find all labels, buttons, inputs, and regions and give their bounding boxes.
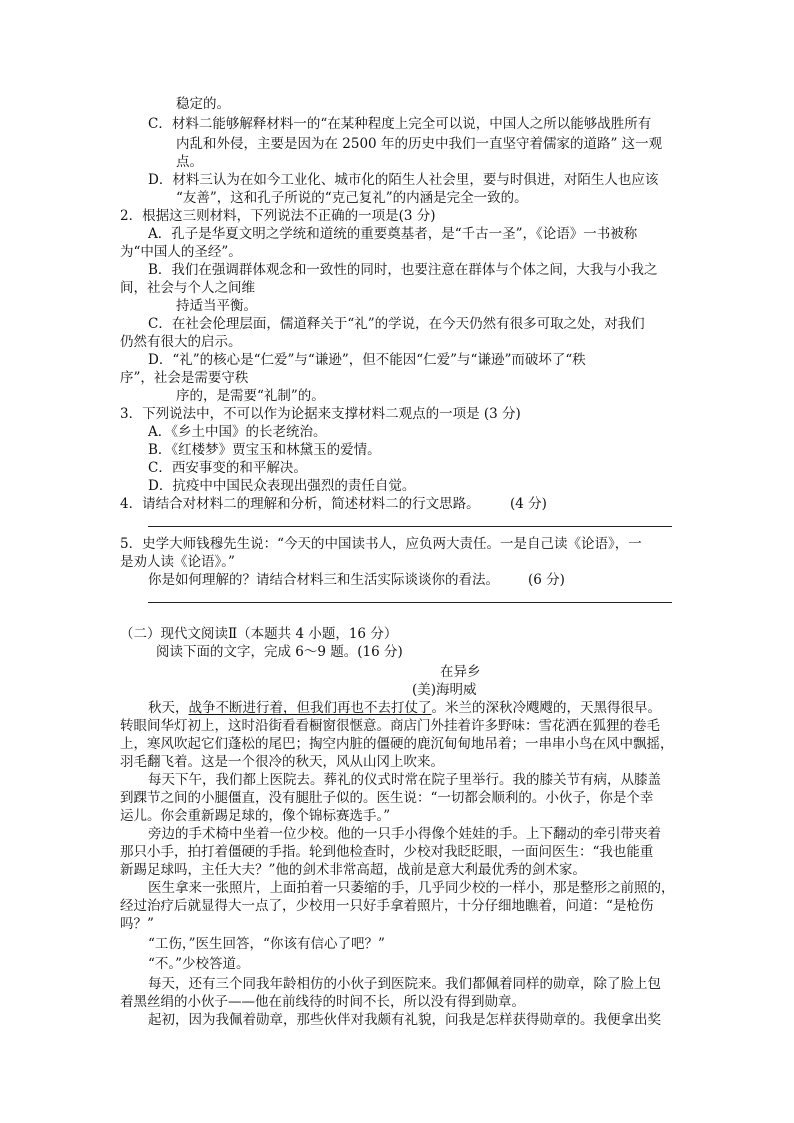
story-p3-line2: 那只小手，拍打着僵硬的手指。轮到他检查时，少校对我眨眨眼，一面问医生：“我也能重 bbox=[120, 844, 654, 860]
story-p3-line1: 旁边的手术椅中坐着一位少校。他的一只手小得像个娃娃的手。上下翻动的牵引带夹着 bbox=[148, 826, 661, 842]
q1-option-b-end: 稳定的。 bbox=[176, 96, 230, 112]
story-p2-line2: 到踝节之间的小腿僵直，没有腿肚子似的。医生说：“一切都会顺利的。小伙子，你是个幸 bbox=[120, 790, 654, 806]
story-p3-line3: 新踢足球吗，主任大夫？”他的剑术非常高超，战前是意大利最优秀的剑术家。 bbox=[120, 862, 586, 878]
section2-instruction: 阅读下面的文字，完成 6～9 题。(16 分) bbox=[156, 644, 403, 660]
story-p1-line1: 秋天，战争不断进行着，但我们再也不去打仗了。米兰的深秋冷飕飕的，天黑得很早。 bbox=[148, 700, 661, 716]
q4-stem: 4．请结合对材料二的理解和分析，简述材料二的行文思路。 bbox=[120, 496, 480, 512]
story-p1-line2: 转眼间华灯初上，这时沿街看看橱窗很惬意。商店门外挂着许多野味：雪花洒在狐狸的卷毛 bbox=[120, 718, 660, 734]
q2-option-b-line2: 间，社会与个人之间维 bbox=[120, 280, 255, 296]
q2-option-b-line1: B．我们在强调群体观念和一致性的同时，也要注意在群体与个体之间，大我与小我之 bbox=[148, 262, 658, 278]
q5-score: (6 分) bbox=[528, 572, 565, 588]
q3-option-c: C．西安事变的和平解决。 bbox=[148, 460, 307, 476]
q3-option-a: A．《乡土中国》的长老统治。 bbox=[148, 424, 327, 440]
q2-option-d-line2: 序”，社会是需要守秩 bbox=[120, 370, 249, 386]
q5-answer-line[interactable] bbox=[148, 602, 672, 603]
story-p5: “工伤，”医生回答，“你该有信心了吧？” bbox=[148, 936, 385, 952]
q2-option-d-line3: 序的，是需要“礼制”的。 bbox=[176, 388, 325, 404]
q2-option-d-line1: D．“礼”的核心是“仁爱”与“谦逊”，但不能因“仁爱”与“谦逊”而破坏了“秩 bbox=[148, 352, 586, 368]
story-p7-line2: 着黑丝绢的小伙子——他在前线待的时间不长，所以没有得到勋章。 bbox=[120, 994, 525, 1010]
story-p4-line1: 医生拿来一张照片，上面拍着一只萎缩的手，几乎同少校的一样小，那是整形之前照的， bbox=[148, 880, 675, 896]
story-p8-line1: 起初，因为我佩着勋章，那些伙伴对我颇有礼貌，问我是怎样获得勋章的。我便拿出奖 bbox=[148, 1012, 661, 1028]
q2-option-c-line2: 仍然有很大的启示。 bbox=[120, 334, 242, 350]
story-author: (美)海明威 bbox=[412, 682, 477, 698]
q4-score: (4 分) bbox=[510, 496, 547, 512]
q1-option-c-line3: 点。 bbox=[176, 154, 203, 170]
q5-line1: 5．史学大师钱穆先生说：“今天的中国读书人，应负两大责任。一是自己读《论语》，一 bbox=[120, 536, 642, 552]
q1-option-d-line1: D．材料三认为在如今工业化、城市化的陌生人社会里，要与时俱进，对陌生人也应该 bbox=[148, 172, 659, 188]
q1-option-d-line2: “友善”，这和孔子所说的“克己复礼”的内涵是完全一致的。 bbox=[176, 190, 528, 206]
q2-stem: 2．根据这三则材料，下列说法不正确的一项是(3 分) bbox=[120, 208, 436, 224]
story-p6: “不。”少校答道。 bbox=[148, 956, 250, 972]
story-p2-line3: 运儿。你会重新踢足球的，像个锦标赛选手。” bbox=[120, 808, 391, 824]
q3-stem: 3．下列说法中，不可以作为论据来支撑材料二观点的一项是 (3 分) bbox=[120, 406, 521, 422]
underlined-sentence: 战争不断进行着，但我们再也不去打仗了 bbox=[188, 700, 432, 716]
q5-line3: 你是如何理解的？请结合材料三和生活实际谈谈你的看法。 bbox=[148, 572, 499, 588]
story-title: 在异乡 bbox=[440, 664, 481, 680]
q2-option-a-line2: 为“中国人的圣经”。 bbox=[120, 244, 242, 260]
q4-answer-line[interactable] bbox=[148, 526, 672, 527]
story-p7-line1: 每天，还有三个同我年龄相仿的小伙子到医院来。我们都佩着同样的勋章，除了脸上包 bbox=[148, 976, 661, 992]
q2-option-b-line3: 持适当平衡。 bbox=[176, 298, 257, 314]
q3-option-d: D．抗疫中中国民众表现出强烈的责任自觉。 bbox=[148, 478, 416, 494]
q3-option-b: B．《红楼梦》贾宝玉和林黛玉的爱情。 bbox=[148, 442, 381, 458]
story-p1-line3: 上，寒风吹起它们蓬松的尾巴；掏空内脏的僵硬的鹿沉甸甸地吊着；一串串小鸟在风中飘摇， bbox=[120, 736, 674, 752]
q5-line2: 是劝人读《论语》。” bbox=[120, 554, 235, 570]
q1-option-c-line2: 内乱和外侵，主要是因为在 2500 年的历史中我们一直坚守着儒家的道路” 这一观 bbox=[176, 136, 663, 152]
q2-option-a-line1: A．孔子是华夏文明之学统和道统的重要奠基者，是“千古一圣”，《论语》一书被称 bbox=[148, 226, 638, 242]
q1-option-c-line1: C．材料二能够解释材料一的“在某种程度上完全可以说，中国人之所以能够战胜所有 bbox=[148, 116, 652, 132]
q2-option-c-line1: C．在社会伦理层面，儒道释关于“礼”的学说，在今天仍然有很多可取之处，对我们 bbox=[148, 316, 645, 332]
story-p4-line2: 经过治疗后就显得大一点了，少校用一只好手拿着照片，十分仔细地瞧着，问道：“是枪伤 bbox=[120, 898, 654, 914]
story-p1-line4: 羽毛翻飞着。这是一个很冷的秋天，风从山冈上吹来。 bbox=[120, 754, 444, 770]
section2-heading: （二）现代文阅读Ⅱ（本题共 4 小题，16 分） bbox=[120, 626, 398, 642]
story-p4-line3: 吗？” bbox=[120, 916, 154, 932]
story-p2-line1: 每天下午，我们都上医院去。葬礼的仪式时常在院子里举行。我的膝关节有病，从膝盖 bbox=[148, 772, 661, 788]
